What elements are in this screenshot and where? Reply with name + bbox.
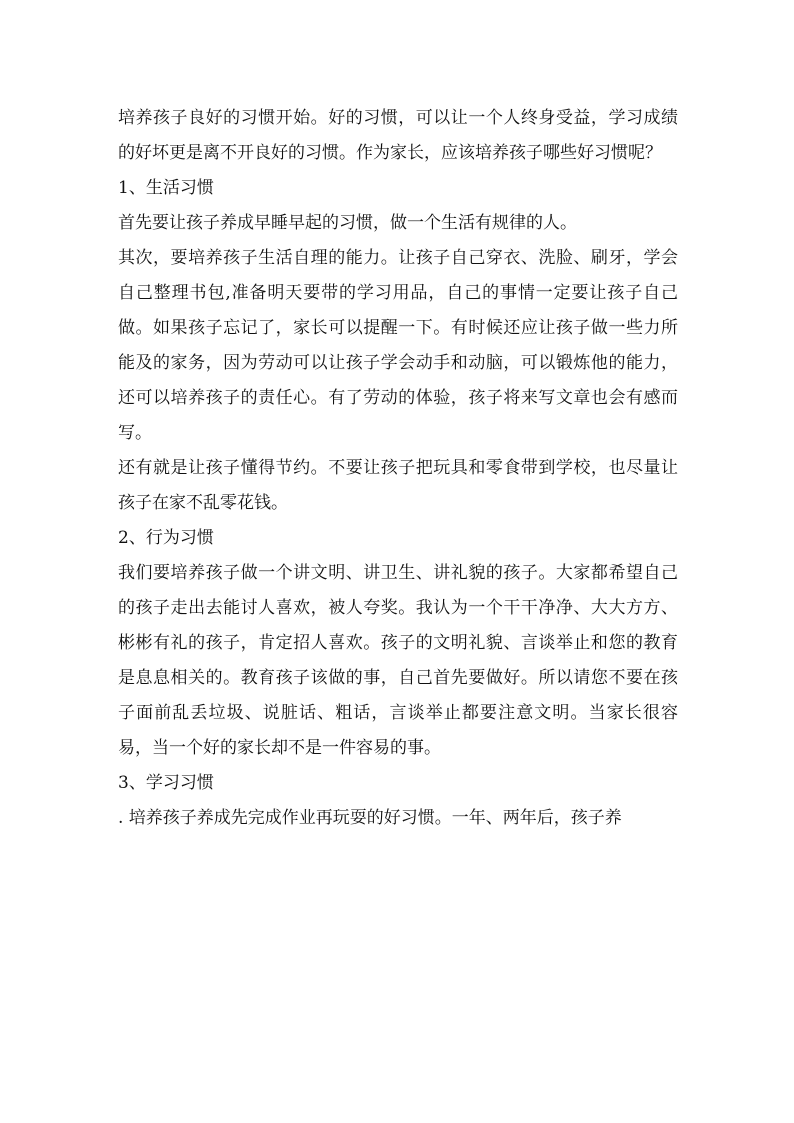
paragraph-homework-first: . 培养孩子养成先完成作业再玩耍的好习惯。一年、两年后，孩子养 — [118, 808, 622, 828]
intro-paragraph: 培养孩子良好的习惯开始。好的习惯，可以让一个人终身受益，学习成绩的好坏更是离不开良好的习惯。作为家长，应该培养孩子哪些好习惯呢？ — [118, 108, 678, 163]
section-heading-study-habits: 3、学习习惯 — [118, 773, 214, 793]
section-heading-behavior-habits: 2、行为习惯 — [118, 528, 214, 548]
paragraph-early-sleep: 首先要让孩子养成早睡早起的习惯，做一个生活有规律的人。 — [118, 213, 577, 233]
paragraph-self-care: 其次，要培养孩子生活自理的能力。让孩子自己穿衣、洗脸、刷牙，学会自己整理书包,准备明天要带的学习用品，自己的事情一定要让孩子自己做。如果孩子忘记了，家长可以提醒一下。有时候还应让孩子做一些力所能及的家务，因为劳动可以让孩子学会动手和动脑，可以锻炼他的能力，还可以培养孩子的责任心。有了劳动的体验，孩子将来写文章也会有感而写。 — [118, 248, 678, 443]
paragraph-civility: 我们要培养孩子做一个讲文明、讲卫生、讲礼貌的孩子。大家都希望自己的孩子走出去能讨人喜欢，被人夸奖。我认为一个干干净净、大大方方、彬彬有礼的孩子，肯定招人喜欢。孩子的文明礼貌、言谈举止和您的教育是息息相关的。教育孩子该做的事，自己首先要做好。所以请您不要在孩子面前乱丢垃圾、说脏话、粗话，言谈举止都要注意文明。当家长很容易，当一个好的家长却不是一件容易的事。 — [118, 563, 678, 758]
section-heading-living-habits: 1、生活习惯 — [118, 178, 214, 198]
document-body — [118, 101, 678, 836]
paragraph-thrift: 还有就是让孩子懂得节约。不要让孩子把玩具和零食带到学校，也尽量让孩子在家不乱零花钱。 — [118, 458, 678, 513]
